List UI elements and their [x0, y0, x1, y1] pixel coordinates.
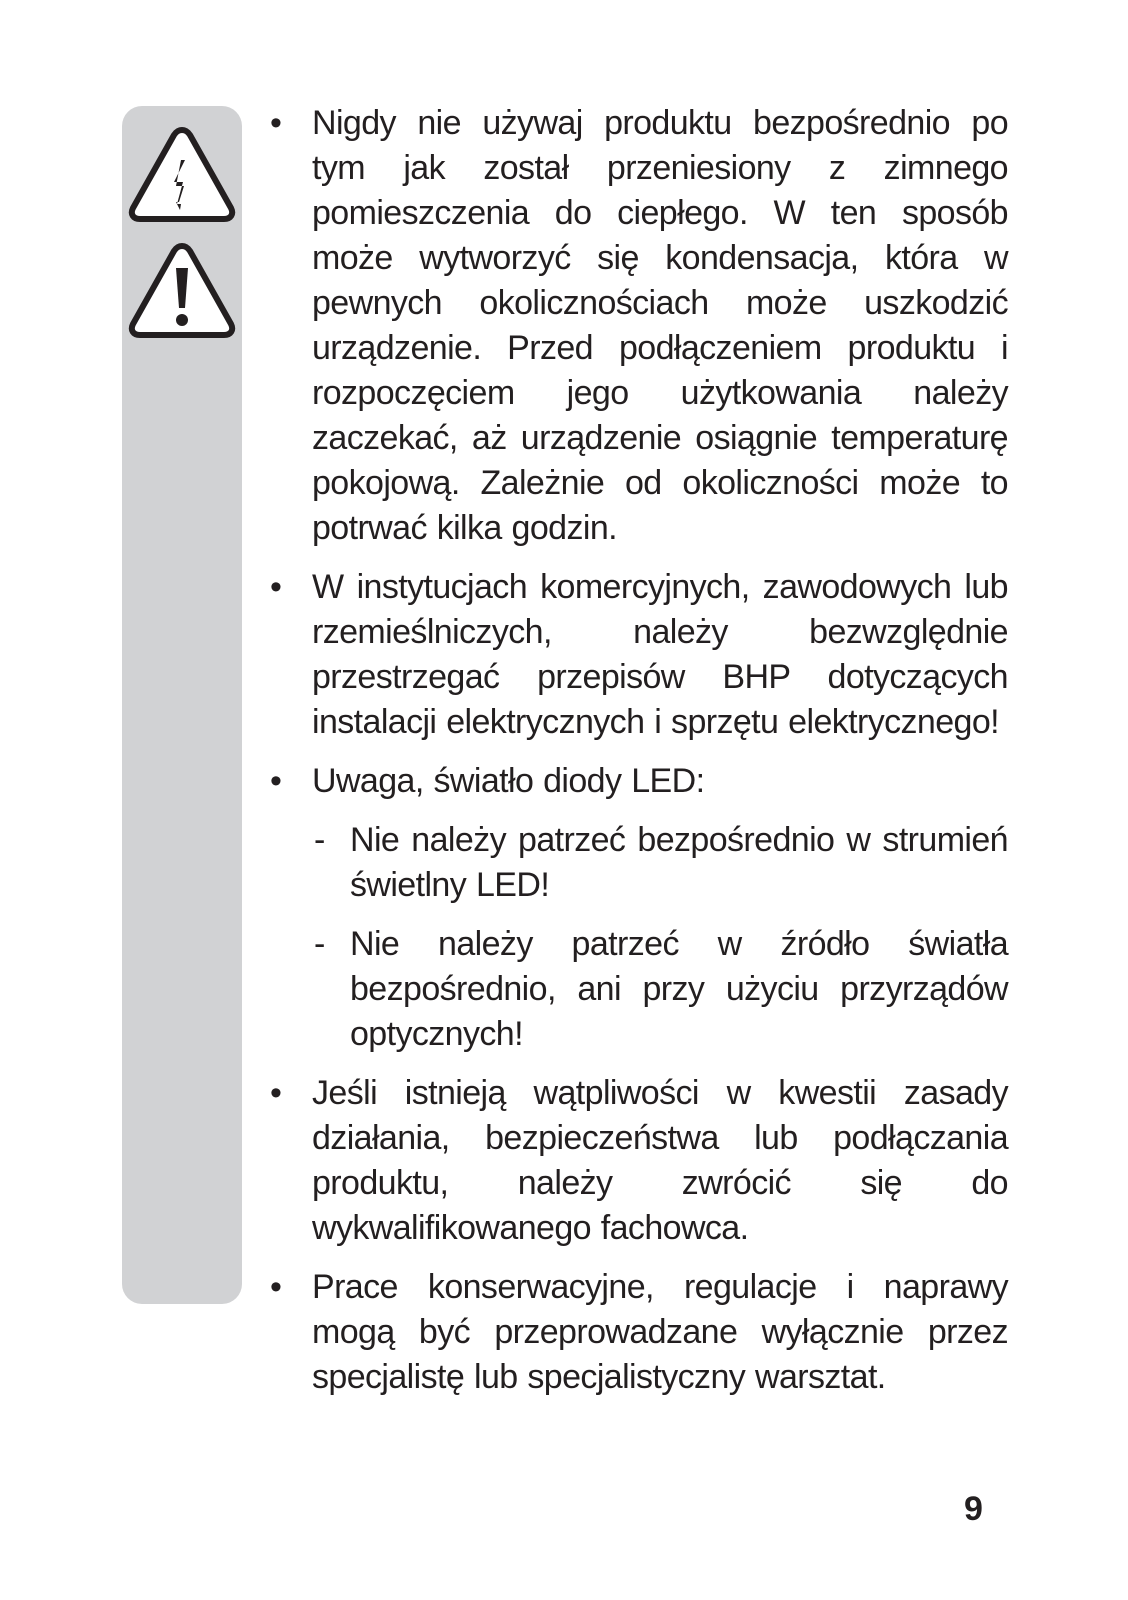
list-item [268, 1071, 1008, 1251]
list-item [268, 1265, 1008, 1400]
list-item [268, 565, 1008, 745]
bullet-text: • Jeśli istnieją wątpliwości w kwestii zasady działania, bezpieczeństwa lub podłączania produktu, należy zwrócić się do wykwalifikowanego fachowca. [312, 1074, 1008, 1247]
led-sublist [312, 818, 1008, 1057]
electric-shock-warning-icon [127, 124, 237, 224]
sublist-item: - Nie należy patrzeć w źródło światła bezpośrednio, ani przy użyciu przyrządów optycznych! [312, 922, 1008, 1057]
sublist-item: - Nie należy patrzeć bezpośrednio w strumień świetlny LED! [312, 818, 1008, 908]
bullet-text: • W instytucjach komercyjnych, zawodowych lub rzemieślniczych, należy bezwzględnie przestrzegać przepisów BHP dotyczących instalacji elektrycznych i sprzętu elektrycznego! [312, 568, 1008, 741]
page-number: 9 [964, 1490, 983, 1528]
bullet-text: • Nigdy nie używaj produktu bezpośrednio po tym jak został przeniesiony z zimnego pomieszczenia do ciepłego. W ten sposób może wytworzyć się kondensacja, która w pewnych okolicznościach może uszkodzić urządzenie. Przed podłączeniem produktu i rozpoczęciem jego użytkowania należy zaczekać, aż urządzenie osiągnie temperaturę pokojową. Zależnie od okoliczności może to potrwać kilka godzin. [312, 104, 1008, 547]
bullet-list [268, 101, 1008, 1400]
caution-exclamation-icon [127, 240, 237, 340]
bullet-text: • Prace konserwacyjne, regulacje i naprawy mogą być przeprowadzane wyłącznie przez specjalistę lub specjalistyczny warsztat. [312, 1268, 1008, 1396]
list-item [268, 759, 1008, 1057]
safety-instructions [268, 101, 1008, 1414]
bullet-text: • Uwaga, światło diody LED: [312, 762, 705, 800]
list-item [268, 101, 1008, 551]
